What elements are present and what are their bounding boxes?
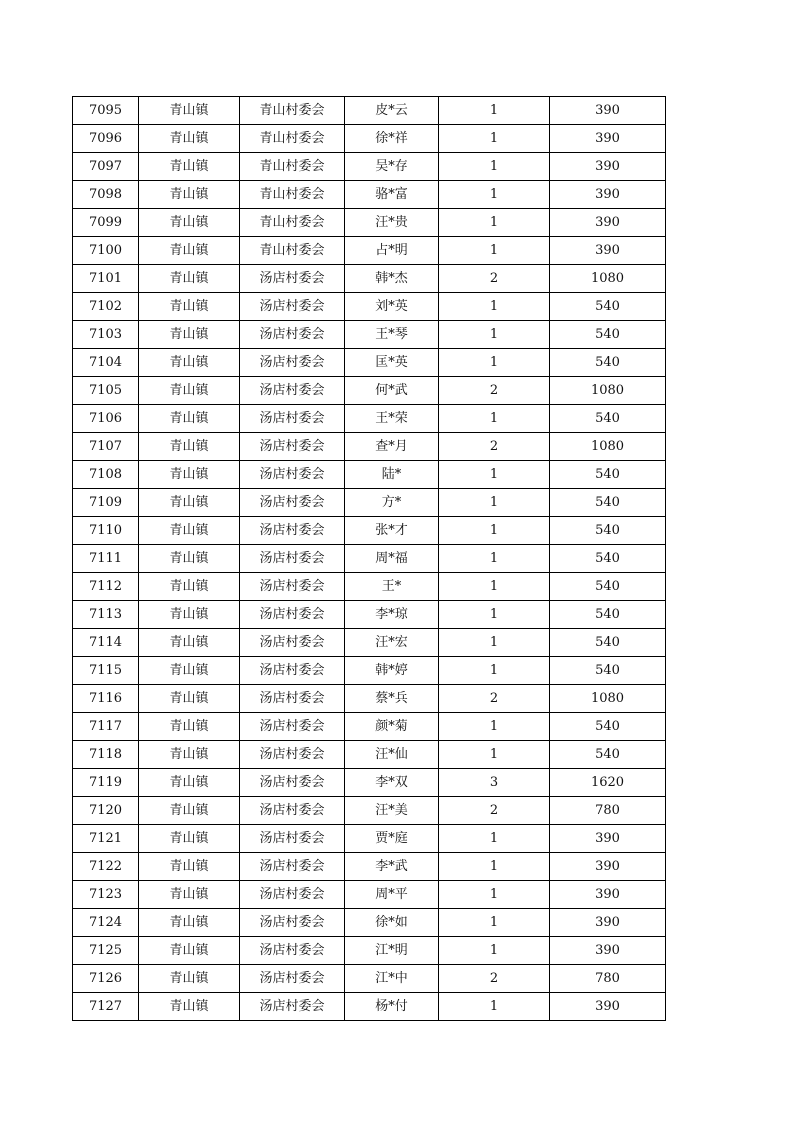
cell-village-committee: 汤店村委会 xyxy=(240,517,345,545)
cell-name: 贾*庭 xyxy=(345,825,439,853)
cell-town: 青山镇 xyxy=(139,377,240,405)
cell-amount: 540 xyxy=(550,517,666,545)
table-row xyxy=(73,881,666,909)
cell-serial-number: 7098 xyxy=(73,181,139,209)
cell-count: 2 xyxy=(439,377,550,405)
cell-count: 2 xyxy=(439,797,550,825)
cell-name: 汪*宏 xyxy=(345,629,439,657)
table-row xyxy=(73,937,666,965)
cell-serial-number: 7109 xyxy=(73,489,139,517)
cell-serial-number: 7115 xyxy=(73,657,139,685)
cell-serial-number: 7124 xyxy=(73,909,139,937)
table-row xyxy=(73,769,666,797)
cell-village-committee: 汤店村委会 xyxy=(240,265,345,293)
cell-serial-number: 7105 xyxy=(73,377,139,405)
table-row xyxy=(73,237,666,265)
table-row xyxy=(73,629,666,657)
cell-serial-number: 7107 xyxy=(73,433,139,461)
cell-serial-number: 7110 xyxy=(73,517,139,545)
table-row xyxy=(73,125,666,153)
table-row xyxy=(73,853,666,881)
cell-name: 刘*英 xyxy=(345,293,439,321)
cell-serial-number: 7103 xyxy=(73,321,139,349)
cell-town: 青山镇 xyxy=(139,293,240,321)
cell-town: 青山镇 xyxy=(139,853,240,881)
cell-name: 韩*婷 xyxy=(345,657,439,685)
cell-town: 青山镇 xyxy=(139,265,240,293)
cell-amount: 540 xyxy=(550,405,666,433)
table-row xyxy=(73,489,666,517)
cell-serial-number: 7125 xyxy=(73,937,139,965)
table-row xyxy=(73,209,666,237)
table-row xyxy=(73,993,666,1021)
cell-name: 汪*仙 xyxy=(345,741,439,769)
cell-village-committee: 汤店村委会 xyxy=(240,545,345,573)
cell-town: 青山镇 xyxy=(139,517,240,545)
cell-town: 青山镇 xyxy=(139,909,240,937)
cell-count: 1 xyxy=(439,713,550,741)
cell-serial-number: 7127 xyxy=(73,993,139,1021)
cell-village-committee: 汤店村委会 xyxy=(240,461,345,489)
cell-village-committee: 汤店村委会 xyxy=(240,349,345,377)
cell-amount: 390 xyxy=(550,153,666,181)
cell-count: 1 xyxy=(439,601,550,629)
table-row xyxy=(73,461,666,489)
cell-count: 1 xyxy=(439,741,550,769)
cell-name: 查*月 xyxy=(345,433,439,461)
cell-town: 青山镇 xyxy=(139,97,240,125)
cell-serial-number: 7108 xyxy=(73,461,139,489)
cell-count: 2 xyxy=(439,965,550,993)
cell-amount: 390 xyxy=(550,853,666,881)
cell-count: 1 xyxy=(439,405,550,433)
cell-amount: 390 xyxy=(550,993,666,1021)
table-row xyxy=(73,405,666,433)
cell-name: 方* xyxy=(345,489,439,517)
cell-count: 1 xyxy=(439,237,550,265)
cell-town: 青山镇 xyxy=(139,601,240,629)
cell-count: 1 xyxy=(439,881,550,909)
cell-count: 1 xyxy=(439,573,550,601)
cell-name: 李*武 xyxy=(345,853,439,881)
cell-village-committee: 汤店村委会 xyxy=(240,909,345,937)
cell-amount: 390 xyxy=(550,909,666,937)
table-row xyxy=(73,517,666,545)
cell-name: 汪*美 xyxy=(345,797,439,825)
cell-amount: 1620 xyxy=(550,769,666,797)
cell-name: 周*平 xyxy=(345,881,439,909)
cell-count: 1 xyxy=(439,125,550,153)
cell-town: 青山镇 xyxy=(139,657,240,685)
cell-town: 青山镇 xyxy=(139,349,240,377)
cell-village-committee: 汤店村委会 xyxy=(240,825,345,853)
cell-count: 2 xyxy=(439,265,550,293)
cell-town: 青山镇 xyxy=(139,797,240,825)
cell-village-committee: 汤店村委会 xyxy=(240,685,345,713)
cell-village-committee: 青山村委会 xyxy=(240,125,345,153)
cell-town: 青山镇 xyxy=(139,545,240,573)
table-row xyxy=(73,741,666,769)
cell-village-committee: 汤店村委会 xyxy=(240,629,345,657)
cell-name: 李*双 xyxy=(345,769,439,797)
cell-name: 蔡*兵 xyxy=(345,685,439,713)
cell-village-committee: 汤店村委会 xyxy=(240,993,345,1021)
cell-serial-number: 7121 xyxy=(73,825,139,853)
cell-village-committee: 汤店村委会 xyxy=(240,573,345,601)
cell-name: 皮*云 xyxy=(345,97,439,125)
cell-amount: 1080 xyxy=(550,433,666,461)
cell-amount: 540 xyxy=(550,321,666,349)
cell-town: 青山镇 xyxy=(139,181,240,209)
cell-amount: 540 xyxy=(550,293,666,321)
cell-serial-number: 7097 xyxy=(73,153,139,181)
cell-count: 3 xyxy=(439,769,550,797)
cell-amount: 1080 xyxy=(550,685,666,713)
cell-serial-number: 7106 xyxy=(73,405,139,433)
cell-name: 吴*存 xyxy=(345,153,439,181)
cell-town: 青山镇 xyxy=(139,489,240,517)
cell-town: 青山镇 xyxy=(139,769,240,797)
table-row xyxy=(73,293,666,321)
cell-name: 陆* xyxy=(345,461,439,489)
cell-count: 1 xyxy=(439,293,550,321)
cell-count: 1 xyxy=(439,153,550,181)
data-table xyxy=(72,96,666,1021)
cell-amount: 780 xyxy=(550,797,666,825)
cell-amount: 540 xyxy=(550,657,666,685)
cell-amount: 390 xyxy=(550,209,666,237)
table-row xyxy=(73,321,666,349)
cell-town: 青山镇 xyxy=(139,937,240,965)
cell-amount: 540 xyxy=(550,713,666,741)
table-row xyxy=(73,433,666,461)
table-row xyxy=(73,601,666,629)
cell-amount: 540 xyxy=(550,349,666,377)
cell-amount: 1080 xyxy=(550,265,666,293)
cell-name: 韩*杰 xyxy=(345,265,439,293)
cell-town: 青山镇 xyxy=(139,965,240,993)
cell-name: 徐*如 xyxy=(345,909,439,937)
cell-name: 杨*付 xyxy=(345,993,439,1021)
cell-village-committee: 汤店村委会 xyxy=(240,601,345,629)
table-row xyxy=(73,685,666,713)
cell-village-committee: 汤店村委会 xyxy=(240,965,345,993)
table-row xyxy=(73,181,666,209)
cell-amount: 390 xyxy=(550,125,666,153)
cell-amount: 540 xyxy=(550,461,666,489)
cell-serial-number: 7112 xyxy=(73,573,139,601)
cell-count: 2 xyxy=(439,685,550,713)
table-row xyxy=(73,545,666,573)
cell-serial-number: 7118 xyxy=(73,741,139,769)
cell-serial-number: 7100 xyxy=(73,237,139,265)
cell-village-committee: 汤店村委会 xyxy=(240,405,345,433)
table-body xyxy=(73,97,666,1021)
table-row xyxy=(73,797,666,825)
cell-count: 1 xyxy=(439,181,550,209)
cell-amount: 390 xyxy=(550,937,666,965)
cell-town: 青山镇 xyxy=(139,629,240,657)
cell-village-committee: 汤店村委会 xyxy=(240,321,345,349)
cell-amount: 1080 xyxy=(550,377,666,405)
table-row xyxy=(73,377,666,405)
cell-amount: 390 xyxy=(550,825,666,853)
cell-count: 1 xyxy=(439,321,550,349)
table-row xyxy=(73,97,666,125)
cell-town: 青山镇 xyxy=(139,321,240,349)
cell-village-committee: 青山村委会 xyxy=(240,153,345,181)
cell-serial-number: 7099 xyxy=(73,209,139,237)
cell-village-committee: 汤店村委会 xyxy=(240,377,345,405)
cell-count: 1 xyxy=(439,629,550,657)
cell-amount: 390 xyxy=(550,97,666,125)
cell-amount: 390 xyxy=(550,181,666,209)
cell-count: 1 xyxy=(439,349,550,377)
cell-serial-number: 7122 xyxy=(73,853,139,881)
cell-village-committee: 汤店村委会 xyxy=(240,769,345,797)
cell-town: 青山镇 xyxy=(139,685,240,713)
cell-count: 1 xyxy=(439,909,550,937)
cell-name: 王*荣 xyxy=(345,405,439,433)
cell-serial-number: 7114 xyxy=(73,629,139,657)
cell-town: 青山镇 xyxy=(139,237,240,265)
cell-amount: 540 xyxy=(550,629,666,657)
cell-town: 青山镇 xyxy=(139,209,240,237)
cell-amount: 540 xyxy=(550,741,666,769)
cell-serial-number: 7101 xyxy=(73,265,139,293)
table-row xyxy=(73,349,666,377)
cell-village-committee: 汤店村委会 xyxy=(240,433,345,461)
cell-serial-number: 7123 xyxy=(73,881,139,909)
cell-town: 青山镇 xyxy=(139,461,240,489)
cell-amount: 540 xyxy=(550,489,666,517)
cell-count: 1 xyxy=(439,209,550,237)
cell-village-committee: 汤店村委会 xyxy=(240,853,345,881)
cell-amount: 540 xyxy=(550,601,666,629)
cell-name: 张*才 xyxy=(345,517,439,545)
table-row xyxy=(73,825,666,853)
cell-village-committee: 汤店村委会 xyxy=(240,741,345,769)
cell-name: 汪*贵 xyxy=(345,209,439,237)
cell-town: 青山镇 xyxy=(139,881,240,909)
cell-count: 2 xyxy=(439,433,550,461)
cell-village-committee: 汤店村委会 xyxy=(240,937,345,965)
cell-town: 青山镇 xyxy=(139,405,240,433)
cell-serial-number: 7126 xyxy=(73,965,139,993)
cell-name: 占*明 xyxy=(345,237,439,265)
cell-name: 骆*富 xyxy=(345,181,439,209)
cell-amount: 780 xyxy=(550,965,666,993)
cell-town: 青山镇 xyxy=(139,433,240,461)
cell-name: 李*琼 xyxy=(345,601,439,629)
cell-serial-number: 7104 xyxy=(73,349,139,377)
cell-name: 周*福 xyxy=(345,545,439,573)
cell-village-committee: 青山村委会 xyxy=(240,181,345,209)
cell-count: 1 xyxy=(439,657,550,685)
cell-name: 江*明 xyxy=(345,937,439,965)
cell-serial-number: 7119 xyxy=(73,769,139,797)
table-row xyxy=(73,965,666,993)
cell-count: 1 xyxy=(439,825,550,853)
cell-name: 王*琴 xyxy=(345,321,439,349)
cell-village-committee: 汤店村委会 xyxy=(240,797,345,825)
table-row xyxy=(73,657,666,685)
cell-town: 青山镇 xyxy=(139,993,240,1021)
cell-name: 匡*英 xyxy=(345,349,439,377)
cell-town: 青山镇 xyxy=(139,153,240,181)
cell-village-committee: 汤店村委会 xyxy=(240,881,345,909)
cell-village-committee: 汤店村委会 xyxy=(240,713,345,741)
cell-serial-number: 7117 xyxy=(73,713,139,741)
cell-name: 何*武 xyxy=(345,377,439,405)
cell-serial-number: 7113 xyxy=(73,601,139,629)
cell-serial-number: 7120 xyxy=(73,797,139,825)
cell-name: 颜*菊 xyxy=(345,713,439,741)
cell-serial-number: 7102 xyxy=(73,293,139,321)
cell-serial-number: 7116 xyxy=(73,685,139,713)
cell-count: 1 xyxy=(439,993,550,1021)
table-row xyxy=(73,265,666,293)
cell-town: 青山镇 xyxy=(139,125,240,153)
cell-serial-number: 7095 xyxy=(73,97,139,125)
cell-village-committee: 青山村委会 xyxy=(240,97,345,125)
cell-count: 1 xyxy=(439,489,550,517)
cell-name: 王* xyxy=(345,573,439,601)
cell-count: 1 xyxy=(439,853,550,881)
cell-town: 青山镇 xyxy=(139,713,240,741)
cell-amount: 540 xyxy=(550,573,666,601)
cell-village-committee: 青山村委会 xyxy=(240,209,345,237)
table-row xyxy=(73,153,666,181)
cell-count: 1 xyxy=(439,97,550,125)
table-row xyxy=(73,909,666,937)
cell-village-committee: 青山村委会 xyxy=(240,237,345,265)
table-row xyxy=(73,713,666,741)
cell-village-committee: 汤店村委会 xyxy=(240,293,345,321)
cell-name: 徐*祥 xyxy=(345,125,439,153)
cell-town: 青山镇 xyxy=(139,573,240,601)
cell-serial-number: 7096 xyxy=(73,125,139,153)
cell-count: 1 xyxy=(439,545,550,573)
table-row xyxy=(73,573,666,601)
cell-amount: 390 xyxy=(550,881,666,909)
cell-town: 青山镇 xyxy=(139,741,240,769)
cell-count: 1 xyxy=(439,517,550,545)
cell-serial-number: 7111 xyxy=(73,545,139,573)
cell-count: 1 xyxy=(439,937,550,965)
cell-amount: 390 xyxy=(550,237,666,265)
cell-village-committee: 汤店村委会 xyxy=(240,657,345,685)
cell-amount: 540 xyxy=(550,545,666,573)
cell-count: 1 xyxy=(439,461,550,489)
cell-town: 青山镇 xyxy=(139,825,240,853)
cell-village-committee: 汤店村委会 xyxy=(240,489,345,517)
cell-name: 江*中 xyxy=(345,965,439,993)
